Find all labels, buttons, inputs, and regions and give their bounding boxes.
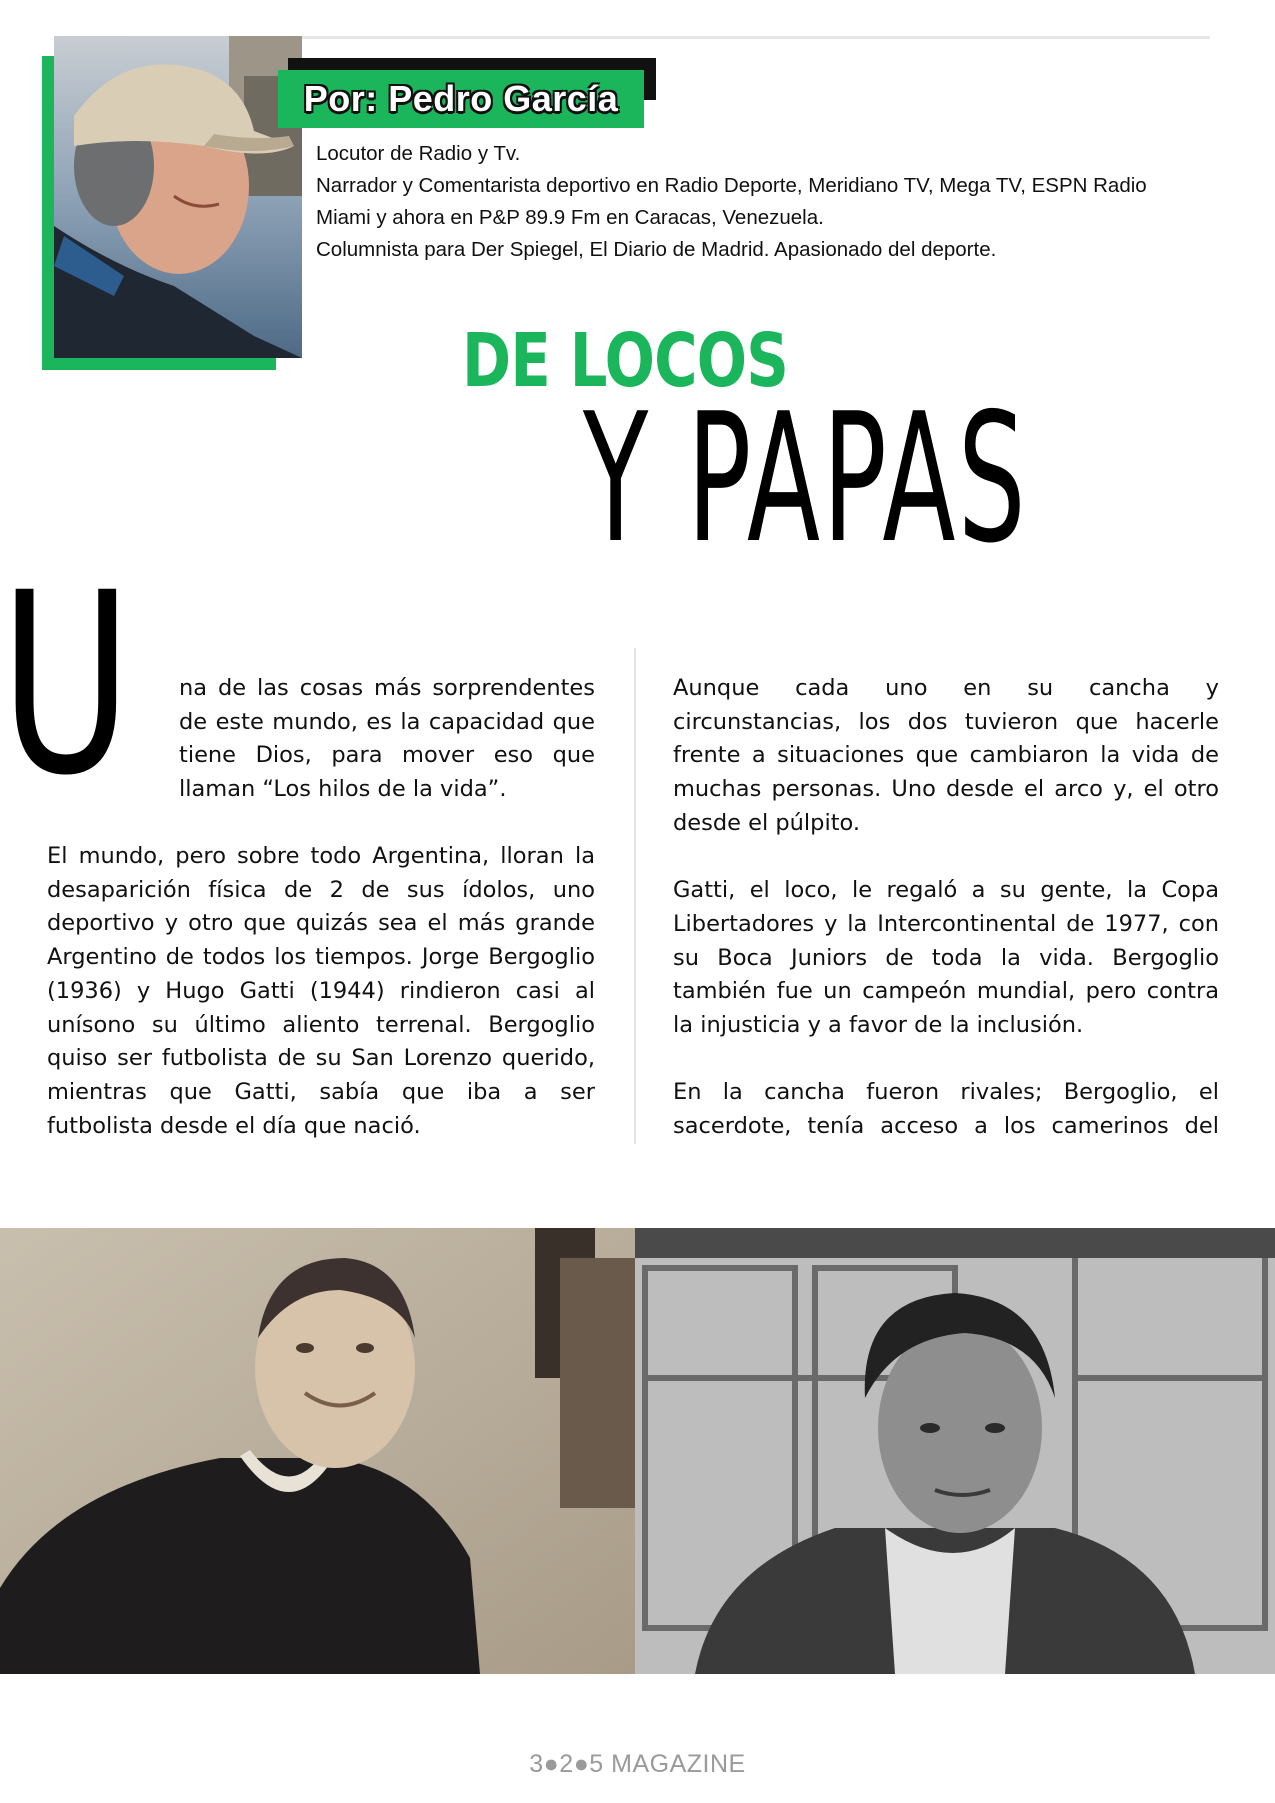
byline-text: Por: Pedro García [303,78,619,119]
column-divider [634,648,636,1144]
article-column-left [47,840,595,1177]
article-column-right [673,672,1219,1178]
bio-line: Locutor de Radio y Tv. [316,142,521,165]
top-rule [280,36,1210,39]
article-paragraph: En la cancha fueron rivales; Bergoglio, el sacerdote, tenía acceso a los camerinos del [673,1079,1219,1140]
intro-paragraph: na de las cosas más sorprendentes de este mundo, es la capacidad que tiene Dios, para mover eso que llaman “Los hilos de la vida”. [179,675,595,803]
magazine-footer: 3●2●5 MAGAZINE [529,1750,746,1778]
gatti-photo [635,1228,1275,1674]
article-intro [179,672,595,841]
bio-line: Columnista para Der Spiegel, El Diario de Madrid. Apasionado del deporte. [316,238,997,261]
author-bio [316,138,1246,266]
article-paragraph: Aunque cada uno en su cancha y circunstancias, los dos tuvieron que hacerle frente a situaciones que cambiaron la vida de muchas personas. Uno desde el arco y, el otro desde el púlpito. [673,675,1219,836]
headline-main: Y PAPAS [583,375,1029,582]
bio-line: Miami y ahora en P&P 89.9 Fm en Caracas, Venezuela. [316,206,824,229]
headline-top: DE LOCOS [462,318,789,404]
article-paragraph: El mundo, pero sobre todo Argentina, lloran la desaparición física de 2 de sus ídolos, uno deportivo y otro que quizás sea el más grande Argentino de todos los tiempos. Jorge Bergoglio (1936) y Hugo Gatti (1944) rindieron casi al unísono su último aliento terrenal. Bergoglio quiso ser futbolista de su San Lorenzo querido, mientras que Gatti, sabía que iba a ser futbolista desde el día que nació. [47,843,595,1139]
bergoglio-photo [0,1228,635,1674]
article-paragraph: Gatti, el loco, le regaló a su gente, la Copa Libertadores y la Intercontinental de 1977, con su Boca Juniors de toda la vida. Bergoglio también fue un campeón mundial, pero contra la injusticia y a favor de la inclusión. [673,877,1219,1039]
drop-cap: U [0,539,132,830]
author-photo [54,36,302,358]
bio-line: Narrador y Comentarista deportivo en Radio Deporte, Meridiano TV, Mega TV, ESPN Radio [316,174,1147,197]
author-byline [278,70,644,128]
